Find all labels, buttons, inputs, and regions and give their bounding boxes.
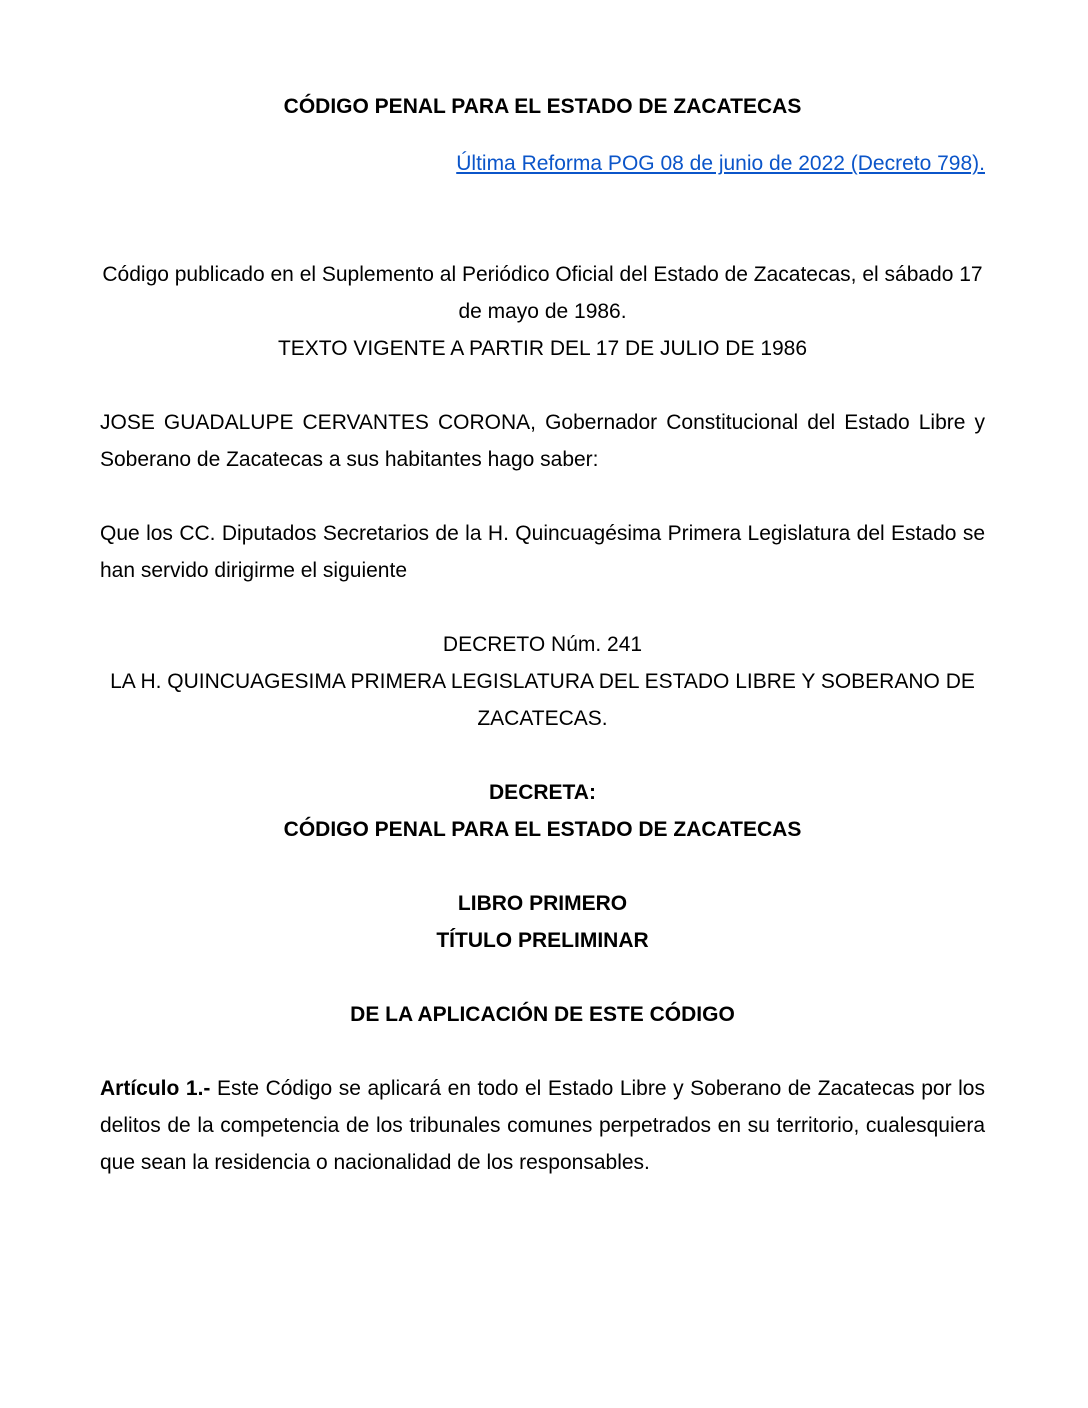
article-1-paragraph xyxy=(100,1070,985,1181)
article-1-lead: Artículo 1.- xyxy=(100,1077,211,1100)
governor-paragraph: JOSE GUADALUPE CERVANTES CORONA, Gobernador Constitucional del Estado Libre y Soberano de Zacatecas a sus habitantes hago saber: xyxy=(100,411,985,471)
decreta-title: CÓDIGO PENAL PARA EL ESTADO DE ZACATECAS xyxy=(283,818,802,841)
decreta-heading: DECRETA: xyxy=(489,781,596,804)
article-1-text: Este Código se aplicará en todo el Estado Libre y Soberano de Zacatecas por los delitos de la competencia de los tribunales comunes perpetrados en su territorio, cualesquiera que sean la residencia o nacionalidad de los responsables. xyxy=(100,1077,985,1174)
titulo-heading: TÍTULO PRELIMINAR xyxy=(436,929,649,952)
libro-heading: LIBRO PRIMERO xyxy=(457,892,628,915)
secretaries-paragraph: Que los CC. Diputados Secretarios de la H. Quincuagésima Primera Legislatura del Estado se han servido dirigirme el siguiente xyxy=(100,522,985,582)
reform-link-row xyxy=(100,145,985,182)
reform-link[interactable]: Última Reforma POG 08 de junio de 2022 (Decreto 798). xyxy=(456,152,985,175)
publication-note: Código publicado en el Suplemento al Periódico Oficial del Estado de Zacatecas, el sábado 17 de mayo de 1986. xyxy=(102,263,983,323)
decree-number: DECRETO Núm. 241 xyxy=(442,633,643,656)
document-title: CÓDIGO PENAL PARA EL ESTADO DE ZACATECAS xyxy=(283,95,802,118)
chapter-heading: DE LA APLICACIÓN DE ESTE CÓDIGO xyxy=(350,1003,735,1026)
legislature-line: LA H. QUINCUAGESIMA PRIMERA LEGISLATURA DEL ESTADO LIBRE Y SOBERANO DE ZACATECAS. xyxy=(110,670,975,730)
vigente-line: TEXTO VIGENTE A PARTIR DEL 17 DE JULIO DE 1986 xyxy=(277,337,808,360)
